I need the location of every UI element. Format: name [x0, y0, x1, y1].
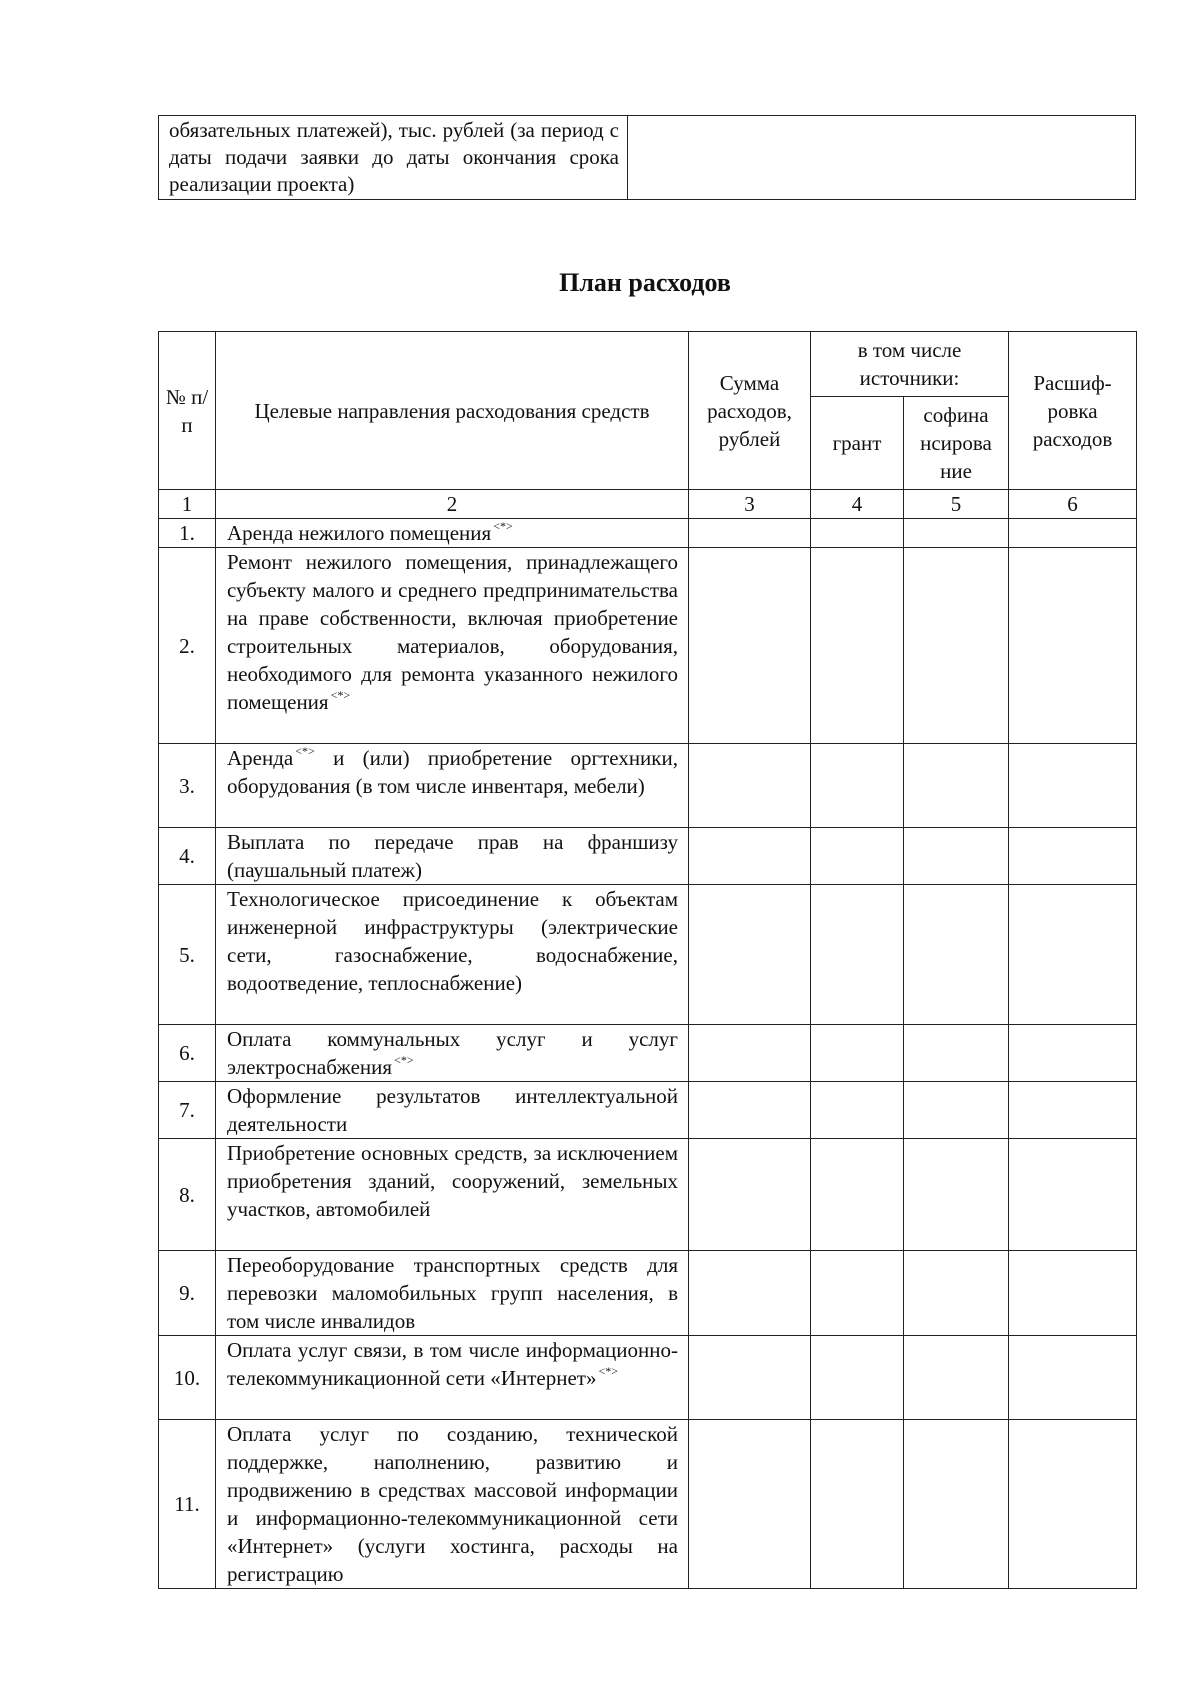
table-row	[159, 1082, 1137, 1139]
expense-direction	[216, 548, 689, 744]
direction-text: Выплата по передаче прав на франшизу (паушальный платеж)	[227, 830, 678, 882]
table-row	[159, 1251, 1137, 1336]
sum-cell[interactable]	[689, 1139, 811, 1251]
footnote-mark: <*>	[598, 1364, 618, 1378]
direction-text: Оплата коммунальных услуг и услуг электроснабжения	[227, 1027, 678, 1079]
header-sum: Сумма расходов, рублей	[689, 332, 811, 490]
breakdown-cell[interactable]	[1009, 744, 1137, 828]
table-row	[159, 828, 1137, 885]
breakdown-cell[interactable]	[1009, 1025, 1137, 1082]
row-number: 4.	[159, 828, 216, 885]
expense-direction	[216, 828, 689, 885]
footnote-mark: <*>	[394, 1053, 414, 1067]
column-number-row	[159, 490, 1137, 519]
grant-cell[interactable]	[811, 828, 904, 885]
breakdown-cell[interactable]	[1009, 548, 1137, 744]
grant-cell[interactable]	[811, 1420, 904, 1589]
sum-cell[interactable]	[689, 885, 811, 1025]
column-number: 1	[159, 490, 216, 519]
cofinancing-cell[interactable]	[904, 1082, 1009, 1139]
column-number: 5	[904, 490, 1009, 519]
grant-cell[interactable]	[811, 1251, 904, 1336]
sum-cell[interactable]	[689, 1420, 811, 1589]
row-number: 9.	[159, 1251, 216, 1336]
cofinancing-cell[interactable]	[904, 519, 1009, 548]
table-cell-empty	[628, 116, 1136, 200]
breakdown-cell[interactable]	[1009, 828, 1137, 885]
table-row	[159, 1420, 1137, 1589]
sum-cell[interactable]	[689, 1082, 811, 1139]
row-number: 11.	[159, 1420, 216, 1589]
cofinancing-cell[interactable]	[904, 1025, 1009, 1082]
expense-direction	[216, 1025, 689, 1082]
cofinancing-cell[interactable]	[904, 828, 1009, 885]
row-number: 2.	[159, 548, 216, 744]
row-number: 6.	[159, 1025, 216, 1082]
header-grant: грант	[811, 397, 904, 490]
header-cofinancing: софина нсирова ние	[904, 397, 1009, 490]
footnote-mark: <*>	[330, 688, 351, 702]
grant-cell[interactable]	[811, 1139, 904, 1251]
grant-cell[interactable]	[811, 1082, 904, 1139]
expense-direction	[216, 1251, 689, 1336]
table-row	[159, 1139, 1137, 1251]
header-row	[159, 332, 1137, 397]
row-number: 10.	[159, 1336, 216, 1420]
table-row	[159, 885, 1137, 1025]
table-row	[159, 744, 1137, 828]
breakdown-cell[interactable]	[1009, 519, 1137, 548]
sum-cell[interactable]	[689, 548, 811, 744]
table-row	[159, 1336, 1137, 1420]
cofinancing-cell[interactable]	[904, 1139, 1009, 1251]
expense-direction	[216, 1139, 689, 1251]
direction-text: Аренда нежилого помещения	[227, 521, 492, 545]
cofinancing-cell[interactable]	[904, 548, 1009, 744]
header-sources-group: в том числе источники:	[811, 332, 1009, 397]
column-number: 3	[689, 490, 811, 519]
cofinancing-cell[interactable]	[904, 1251, 1009, 1336]
continuation-text: обязательных платежей), тыс. рублей (за период с даты подачи заявки до даты окончания срока реализации проекта)	[169, 118, 619, 196]
direction-text: Оплата услуг по созданию, технической поддержке, наполнению, развитию и продвижению в средствах массовой информации и информационно-телекоммуникационной сети «Интернет» (услуги хостинга, расходы на регистрацию	[227, 1422, 678, 1586]
sum-cell[interactable]	[689, 1025, 811, 1082]
column-number: 6	[1009, 490, 1137, 519]
row-number: 5.	[159, 885, 216, 1025]
sum-cell[interactable]	[689, 744, 811, 828]
expense-direction	[216, 519, 689, 548]
row-number: 3.	[159, 744, 216, 828]
sum-cell[interactable]	[689, 1336, 811, 1420]
direction-text: Технологическое присоединение к объектам инженерной инфраструктуры (электрические сети, газоснабжение, водоснабжение, водоотведение, теплоснабжение)	[227, 887, 678, 995]
grant-cell[interactable]	[811, 519, 904, 548]
column-number: 2	[216, 490, 689, 519]
grant-cell[interactable]	[811, 885, 904, 1025]
header-breakdown: Расшиф- ровка расходов	[1009, 332, 1137, 490]
direction-text: Приобретение основных средств, за исключением приобретения зданий, сооружений, земельных участков, автомобилей	[227, 1141, 678, 1221]
grant-cell[interactable]	[811, 548, 904, 744]
expense-direction	[216, 1336, 689, 1420]
direction-text: Оплата услуг связи, в том числе информационно-телекоммуникационной сети «Интернет»	[227, 1338, 678, 1390]
direction-text: Ремонт нежилого помещения, принадлежащего субъекту малого и среднего предпринимательства на праве собственности, включая приобретение строительных материалов, оборудования, необходимого для ремонта указанного нежилого помещения	[227, 550, 678, 714]
sum-cell[interactable]	[689, 519, 811, 548]
breakdown-cell[interactable]	[1009, 1251, 1137, 1336]
row-number: 7.	[159, 1082, 216, 1139]
expense-direction	[216, 1082, 689, 1139]
expense-plan-table	[158, 331, 1137, 1589]
table-row	[159, 1025, 1137, 1082]
direction-text: Переоборудование транспортных средств для перевозки маломобильных групп населения, в том числе инвалидов	[227, 1253, 678, 1333]
cofinancing-cell[interactable]	[904, 1336, 1009, 1420]
grant-cell[interactable]	[811, 1336, 904, 1420]
table-row	[159, 548, 1137, 744]
direction-text: и (или) приобретение оргтехники, оборудования (в том числе инвентаря, мебели)	[227, 746, 678, 798]
footnote-mark: <*>	[295, 744, 315, 758]
table-row	[159, 116, 1136, 200]
direction-text: Аренда	[227, 746, 294, 770]
page-title: План расходов	[559, 268, 731, 297]
expense-direction	[216, 885, 689, 1025]
grant-cell[interactable]	[811, 1025, 904, 1082]
sum-cell[interactable]	[689, 1251, 811, 1336]
grant-cell[interactable]	[811, 744, 904, 828]
direction-text: Оформление результатов интеллектуальной деятельности	[227, 1084, 678, 1136]
continuation-table	[158, 115, 1136, 200]
expense-direction	[216, 744, 689, 828]
footnote-mark: <*>	[493, 519, 513, 533]
breakdown-cell[interactable]	[1009, 1082, 1137, 1139]
row-number: 1.	[159, 519, 216, 548]
table-cell	[159, 116, 628, 200]
table-row	[159, 519, 1137, 548]
header-direction: Целевые направления расходования средств	[216, 332, 689, 490]
breakdown-cell[interactable]	[1009, 1139, 1137, 1251]
column-number: 4	[811, 490, 904, 519]
cofinancing-cell[interactable]	[904, 744, 1009, 828]
breakdown-cell[interactable]	[1009, 885, 1137, 1025]
cofinancing-cell[interactable]	[904, 1420, 1009, 1589]
breakdown-cell[interactable]	[1009, 1336, 1137, 1420]
sum-cell[interactable]	[689, 828, 811, 885]
cofinancing-cell[interactable]	[904, 885, 1009, 1025]
row-number: 8.	[159, 1139, 216, 1251]
header-num: № п/п	[159, 332, 216, 490]
expense-direction	[216, 1420, 689, 1589]
breakdown-cell[interactable]	[1009, 1420, 1137, 1589]
